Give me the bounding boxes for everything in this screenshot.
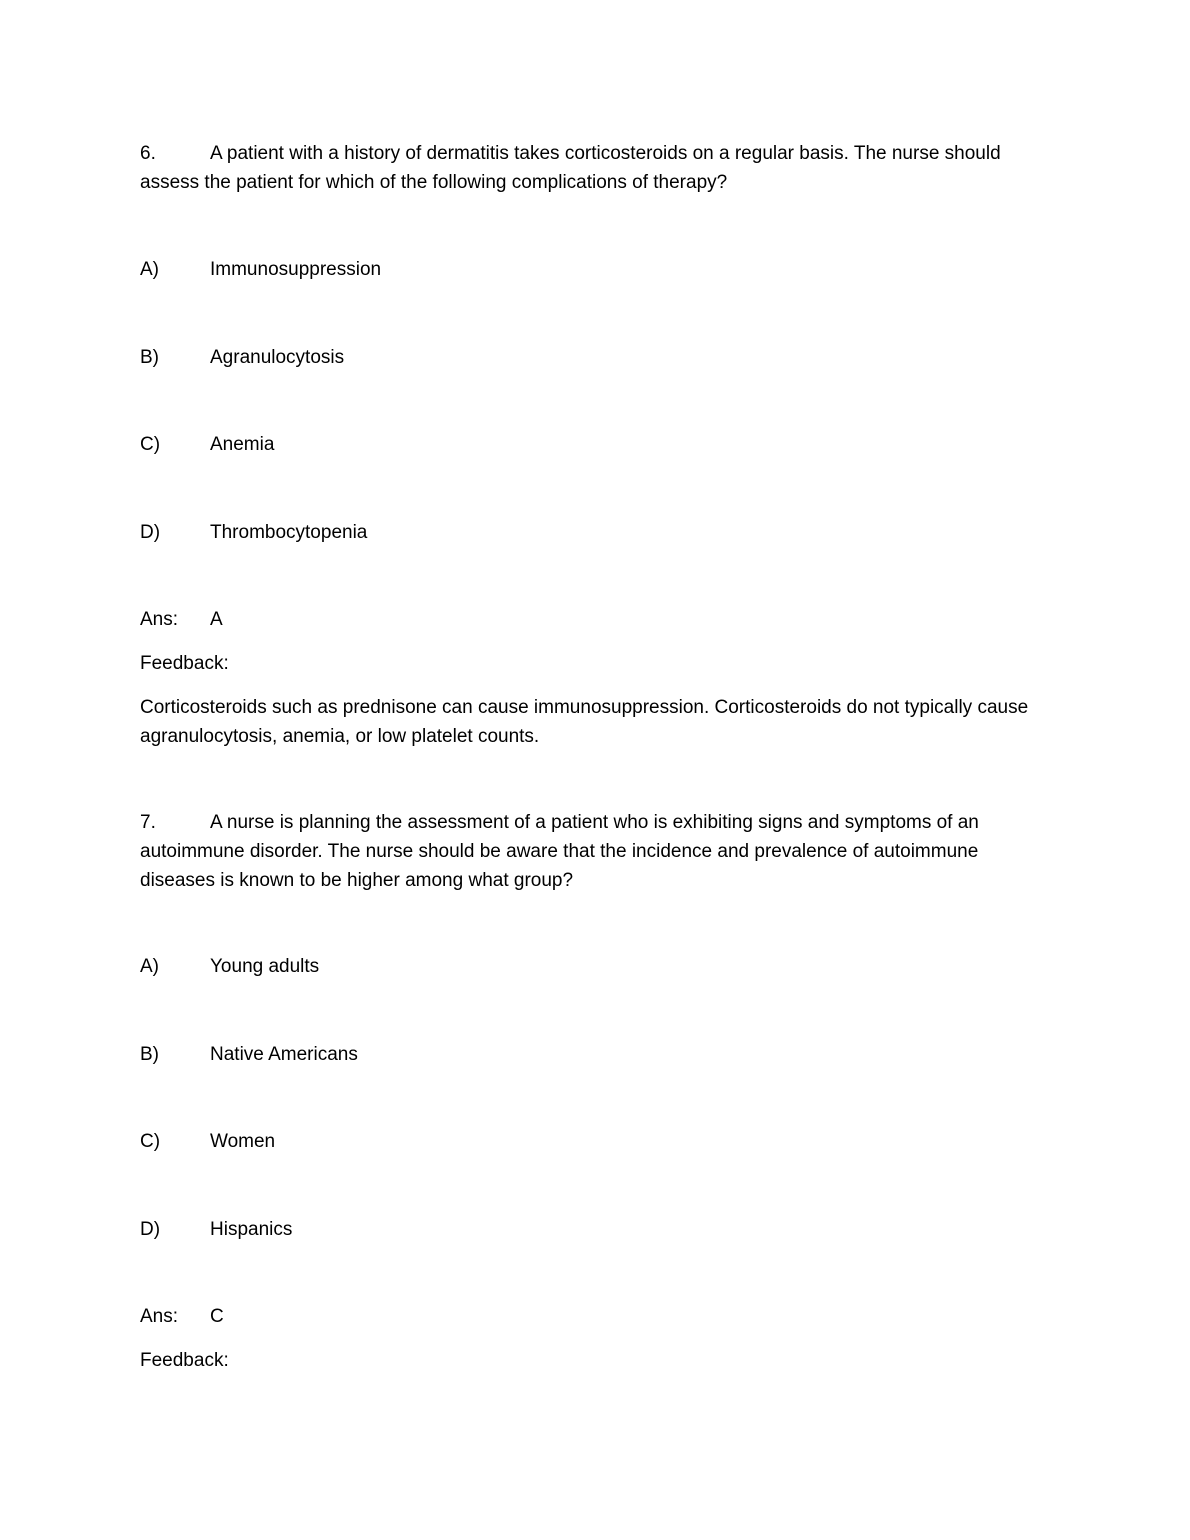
option-letter: B) [140, 347, 159, 368]
question-text: A patient with a history of dermatitis takes corticosteroids on a regular basis. The nurse should assess the patient for which of the following complications of therapy? [140, 143, 1001, 193]
option-text: Anemia [210, 434, 275, 455]
option-text: Young adults [210, 956, 320, 977]
option-text: Immunosuppression [210, 259, 382, 280]
answer-value: C [210, 1306, 224, 1327]
answer-value: A [210, 609, 223, 630]
option-text: Women [210, 1131, 276, 1152]
option-letter: A) [140, 259, 159, 280]
feedback-label: Feedback: [140, 653, 229, 674]
question-number: 7. [140, 812, 156, 833]
option-letter: C) [140, 434, 161, 455]
question-number: 6. [140, 143, 156, 164]
feedback-label: Feedback: [140, 1350, 229, 1371]
answer-label: Ans: [140, 1306, 179, 1327]
option-letter: A) [140, 956, 159, 977]
option-text: Native Americans [210, 1044, 358, 1065]
question-text: A nurse is planning the assessment of a patient who is exhibiting signs and symptoms of an autoimmune disorder. The nurse should be aware that the incidence and prevalence of autoimmune diseases is known to be higher among what group? [140, 812, 979, 891]
option-letter: C) [140, 1131, 161, 1152]
question-6-feedback-text: Corticosteroids such as prednisone can cause immunosuppression. Corticosteroids do not typically cause agranulocytosis, anemia, or low platelet counts. [140, 697, 1029, 747]
option-text: Thrombocytopenia [210, 522, 368, 543]
question-6-stem [140, 139, 1055, 197]
option-letter: B) [140, 1044, 159, 1065]
answer-label: Ans: [140, 609, 179, 630]
option-text: Agranulocytosis [210, 347, 345, 368]
question-7-stem [140, 808, 1055, 895]
option-letter: D) [140, 522, 161, 543]
option-text: Hispanics [210, 1219, 293, 1240]
option-letter: D) [140, 1219, 161, 1240]
